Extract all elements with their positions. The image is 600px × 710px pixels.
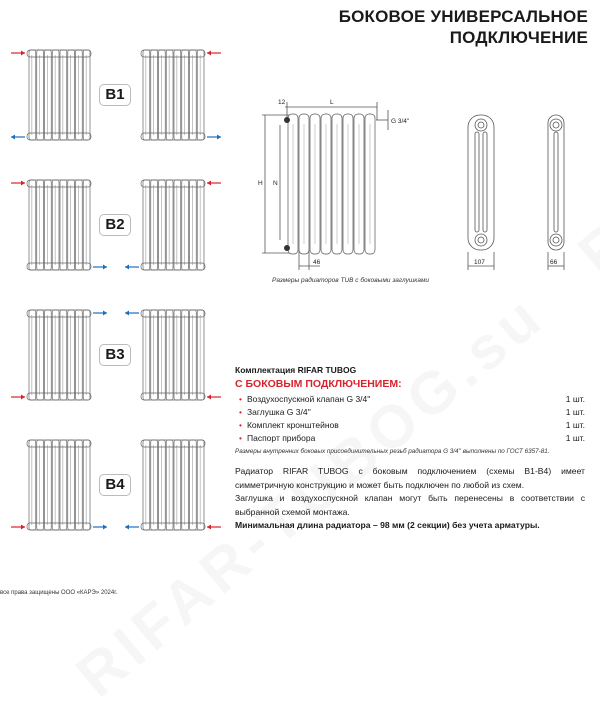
supply-arrow-head (21, 51, 25, 56)
scheme-label: B3 (99, 344, 131, 366)
supply-arrow-head (207, 181, 211, 186)
radiator-section (159, 50, 166, 140)
radiator-section (151, 180, 158, 270)
radiator-section (45, 50, 52, 140)
radiator-section (83, 310, 90, 400)
supply-arrow-head (21, 181, 25, 186)
radiator-section (166, 50, 173, 140)
return-arrow-head (103, 311, 107, 316)
kit-item: • Комплект кронштейнов 1 шт. (235, 418, 585, 431)
dim-12: 12 (278, 99, 286, 106)
radiator-section (68, 310, 75, 400)
radiator-section (143, 440, 150, 530)
radiator-section (182, 440, 189, 530)
radiator-section (52, 180, 59, 270)
scheme-label: B2 (99, 214, 131, 236)
radiator-section (182, 50, 189, 140)
radiator-section (60, 310, 67, 400)
radiator-section (174, 180, 181, 270)
dim-N: N (273, 180, 278, 187)
radiator-section (190, 310, 197, 400)
radiator-section (60, 180, 67, 270)
return-arrow-head (125, 265, 129, 270)
return-arrow-head (125, 311, 129, 316)
radiator-section (29, 180, 36, 270)
dim-66: 66 (550, 259, 558, 266)
radiator-section (151, 50, 158, 140)
radiator-section (29, 440, 36, 530)
supply-arrow-head (207, 525, 211, 530)
dim-H: H (258, 180, 263, 187)
kit-note: Размеры внутренних боковых присоединительных резьб радиатора G 3/4'' выполнены по ГОСТ 6357-81. (235, 448, 550, 455)
dim-46: 46 (313, 259, 321, 266)
radiator-section (166, 310, 173, 400)
radiator-section (83, 50, 90, 140)
radiator-section (166, 180, 173, 270)
radiator-section (197, 440, 204, 530)
radiator-section (143, 180, 150, 270)
radiator-section (76, 440, 83, 530)
radiator-section (52, 310, 59, 400)
supply-arrow-head (21, 525, 25, 530)
radiator-section (182, 310, 189, 400)
supply-arrow-head (207, 395, 211, 400)
kit-item: • Паспорт прибора 1 шт. (235, 431, 585, 444)
radiator-section (29, 310, 36, 400)
radiator-section (29, 50, 36, 140)
supply-arrow-head (207, 51, 211, 56)
radiator-section (174, 310, 181, 400)
radiator-section (182, 180, 189, 270)
kit-item: • Заглушка G 3/4'' 1 шт. (235, 405, 585, 418)
radiator-section (37, 50, 44, 140)
radiator-section (76, 310, 83, 400)
dim-L: L (330, 99, 334, 106)
return-arrow-head (217, 135, 221, 140)
scheme-label: B4 (99, 474, 131, 496)
radiator-section (83, 180, 90, 270)
radiator-section (151, 310, 158, 400)
radiator-section (60, 440, 67, 530)
radiator-section (143, 50, 150, 140)
radiator-section (76, 180, 83, 270)
radiator-section (83, 440, 90, 530)
radiator-section (52, 440, 59, 530)
dimension-drawing (250, 90, 600, 280)
return-arrow-head (125, 525, 129, 530)
return-arrow-head (11, 135, 15, 140)
radiator-section (45, 440, 52, 530)
kit-heading: Комплектация RIFAR TUBOG (235, 365, 357, 375)
radiator-section (37, 310, 44, 400)
radiator-section (45, 310, 52, 400)
dim-107: 107 (474, 259, 485, 266)
radiator-section (159, 440, 166, 530)
radiator-section (197, 310, 204, 400)
radiator-section (174, 50, 181, 140)
radiator-section (37, 180, 44, 270)
radiator-section (197, 180, 204, 270)
radiator-section (68, 50, 75, 140)
description: Радиатор RIFAR TUBOG с боковым подключением (схемы B1-B4) имеет симметричную конструкцию и может быть подключен по любой из схем. Заглушка и воздухоспускной клапан могут быть перенесены в соответствии с выбранной схемой монтажа. Минимальная длина радиатора – 98 мм (2 секции) без учета арматуры. (235, 466, 585, 530)
kit-item: • Воздухоспускной клапан G 3/4'' 1 шт. (235, 392, 585, 405)
radiator-section (197, 50, 204, 140)
radiator-section (143, 310, 150, 400)
page-title: БОКОВОЕ УНИВЕРСАЛЬНОЕ ПОДКЛЮЧЕНИЕ (338, 7, 588, 47)
radiator-section (68, 180, 75, 270)
radiator-section (37, 440, 44, 530)
kit-section (235, 365, 585, 455)
radiator-section (190, 50, 197, 140)
radiator-section (159, 180, 166, 270)
radiator-section (52, 50, 59, 140)
radiator-section (166, 440, 173, 530)
radiator-section (190, 180, 197, 270)
radiator-section (60, 50, 67, 140)
scheme-label: B1 (99, 84, 131, 106)
thread-label: G 3/4'' (391, 118, 410, 125)
radiator-section (76, 50, 83, 140)
radiator-section (45, 180, 52, 270)
radiator-section (190, 440, 197, 530)
return-arrow-head (103, 265, 107, 270)
radiator-section (174, 440, 181, 530)
radiator-section (159, 310, 166, 400)
radiator-section (68, 440, 75, 530)
drawing-caption: Размеры радиаторов TUB с боковыми заглушками (272, 277, 430, 284)
radiator-section (151, 440, 158, 530)
kit-subheading: С БОКОВЫМ ПОДКЛЮЧЕНИЕМ: (235, 378, 402, 390)
return-arrow-head (103, 525, 107, 530)
supply-arrow-head (21, 395, 25, 400)
copyright: все права защищены ООО «КАРЭ» 2024г. (0, 590, 118, 596)
